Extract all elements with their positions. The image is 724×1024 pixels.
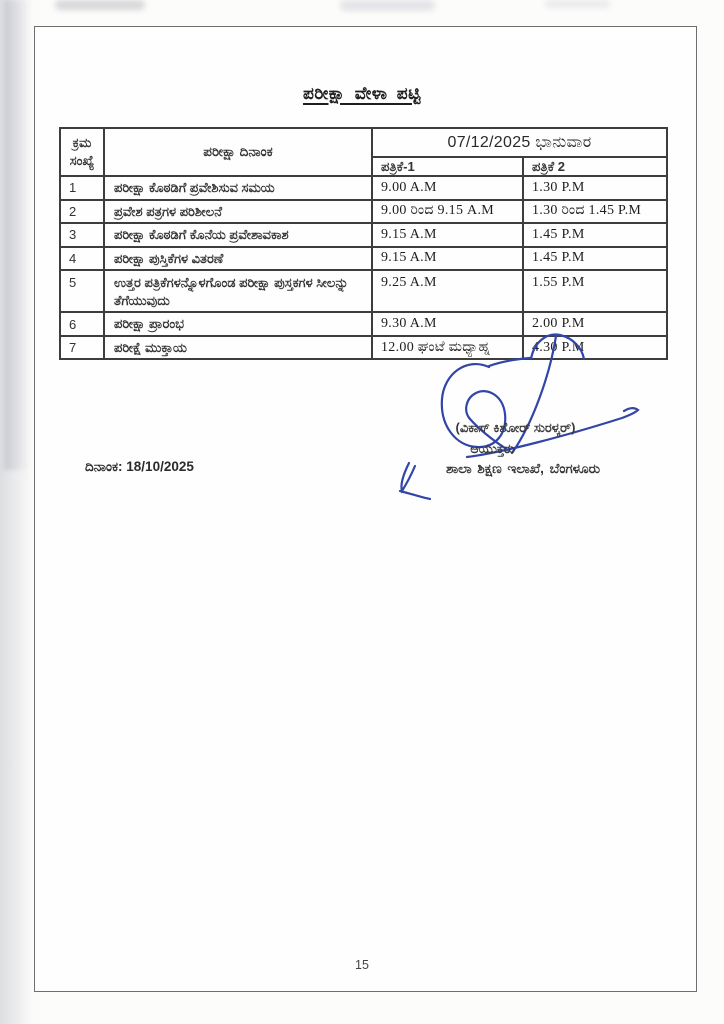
cell-paper2-time: 1.30 P.M xyxy=(523,176,667,200)
cell-paper2-time: 1.45 P.M xyxy=(523,223,667,247)
cell-activity: ಪ್ರವೇಶ ಪತ್ರಗಳ ಪರಿಶೀಲನೆ xyxy=(104,200,372,224)
handwritten-signature-icon xyxy=(380,322,700,507)
cell-activity: ಪರೀಕ್ಷಾ ಕೊಠಡಿಗೆ ಪ್ರವೇಶಿಸುವ ಸಮಯ xyxy=(104,176,372,200)
document-date: ದಿನಾಂಕ: 18/10/2025 xyxy=(85,459,194,474)
cell-paper2-time: 1.45 P.M xyxy=(523,247,667,271)
header-exam-date: ಪರೀಕ್ಷಾ ದಿನಾಂಕ xyxy=(104,128,372,176)
cell-serial: 2 xyxy=(60,200,104,224)
cell-serial: 6 xyxy=(60,312,104,336)
cell-paper2-time: 4.30 P.M xyxy=(523,336,667,360)
cell-activity: ಪರೀಕ್ಷಾ ಪ್ರಾರಂಭ xyxy=(104,312,372,336)
cell-activity: ಪರೀಕ್ಷಾ ಪುಸ್ತಿಕೆಗಳ ವಿತರಣೆ xyxy=(104,247,372,271)
cell-serial: 3 xyxy=(60,223,104,247)
cell-paper1-time: 12.00 ಘಂಟೆ ಮಧ್ಯಾಹ್ನ xyxy=(372,336,523,360)
cell-paper2-time: 2.00 P.M xyxy=(523,312,667,336)
header-date-and-day: 07/12/2025 ಭಾನುವಾರ xyxy=(372,128,667,157)
cell-serial: 1 xyxy=(60,176,104,200)
table-row xyxy=(60,176,667,200)
page-number: 15 xyxy=(355,958,369,972)
table-row xyxy=(60,270,667,312)
table-header-row-1 xyxy=(60,128,667,157)
scan-artifact xyxy=(340,0,435,11)
cell-serial: 7 xyxy=(60,336,104,360)
scan-artifact xyxy=(55,0,145,10)
signatory-name: (ವಿಕಾಸ್ ಕಿಶೋರ್ ಸುರಳ್ಕರ್) xyxy=(455,420,576,435)
cell-serial: 5 xyxy=(60,270,104,312)
cell-paper1-time: 9.15 A.M xyxy=(372,247,523,271)
cell-paper1-time: 9.00 ರಿಂದ 9.15 A.M xyxy=(372,200,523,224)
cell-activity: ಉತ್ತರ ಪತ್ರಿಕೆಗಳನ್ನೊಳಗೊಂಡ ಪರೀಕ್ಷಾ ಪುಸ್ತಕಗಳ ಸೀಲನ್ನು ತೆಗೆಯುವುದು xyxy=(104,270,372,312)
table-row xyxy=(60,223,667,247)
cell-paper1-time: 9.00 A.M xyxy=(372,176,523,200)
header-serial-number: ಕ್ರಮ ಸಂಖ್ಯೆ xyxy=(60,128,104,176)
cell-paper1-time: 9.30 A.M xyxy=(372,312,523,336)
cell-paper1-time: 9.25 A.M xyxy=(372,270,523,312)
scan-artifact xyxy=(545,0,610,8)
cell-paper2-time: 1.55 P.M xyxy=(523,270,667,312)
table-row xyxy=(60,247,667,271)
cell-paper2-time: 1.30 ರಿಂದ 1.45 P.M xyxy=(523,200,667,224)
header-paper-1: ಪತ್ರಿಕೆ-1 xyxy=(372,157,523,176)
signatory-designation: ಆಯುಕ್ತರು xyxy=(470,441,515,456)
cell-activity: ಪರೀಕ್ಷೆ ಮುಕ್ತಾಯ xyxy=(104,336,372,360)
cell-activity: ಪರೀಕ್ಷಾ ಕೊಠಡಿಗೆ ಕೊನೆಯ ಪ್ರವೇಶಾವಕಾಶ xyxy=(104,223,372,247)
cell-paper1-time: 9.15 A.M xyxy=(372,223,523,247)
header-paper-2: ಪತ್ರಿಕೆ 2 xyxy=(523,157,667,176)
document-title: ಪರೀಕ್ಷಾ ವೇಳಾ ಪಟ್ಟಿ xyxy=(303,84,421,103)
scan-edge-shadow-strong xyxy=(4,0,30,470)
table-row xyxy=(60,200,667,224)
cell-serial: 4 xyxy=(60,247,104,271)
signatory-department: ಶಾಲಾ ಶಿಕ್ಷಣ ಇಲಾಖೆ, ಬೆಂಗಳೂರು xyxy=(445,461,601,476)
